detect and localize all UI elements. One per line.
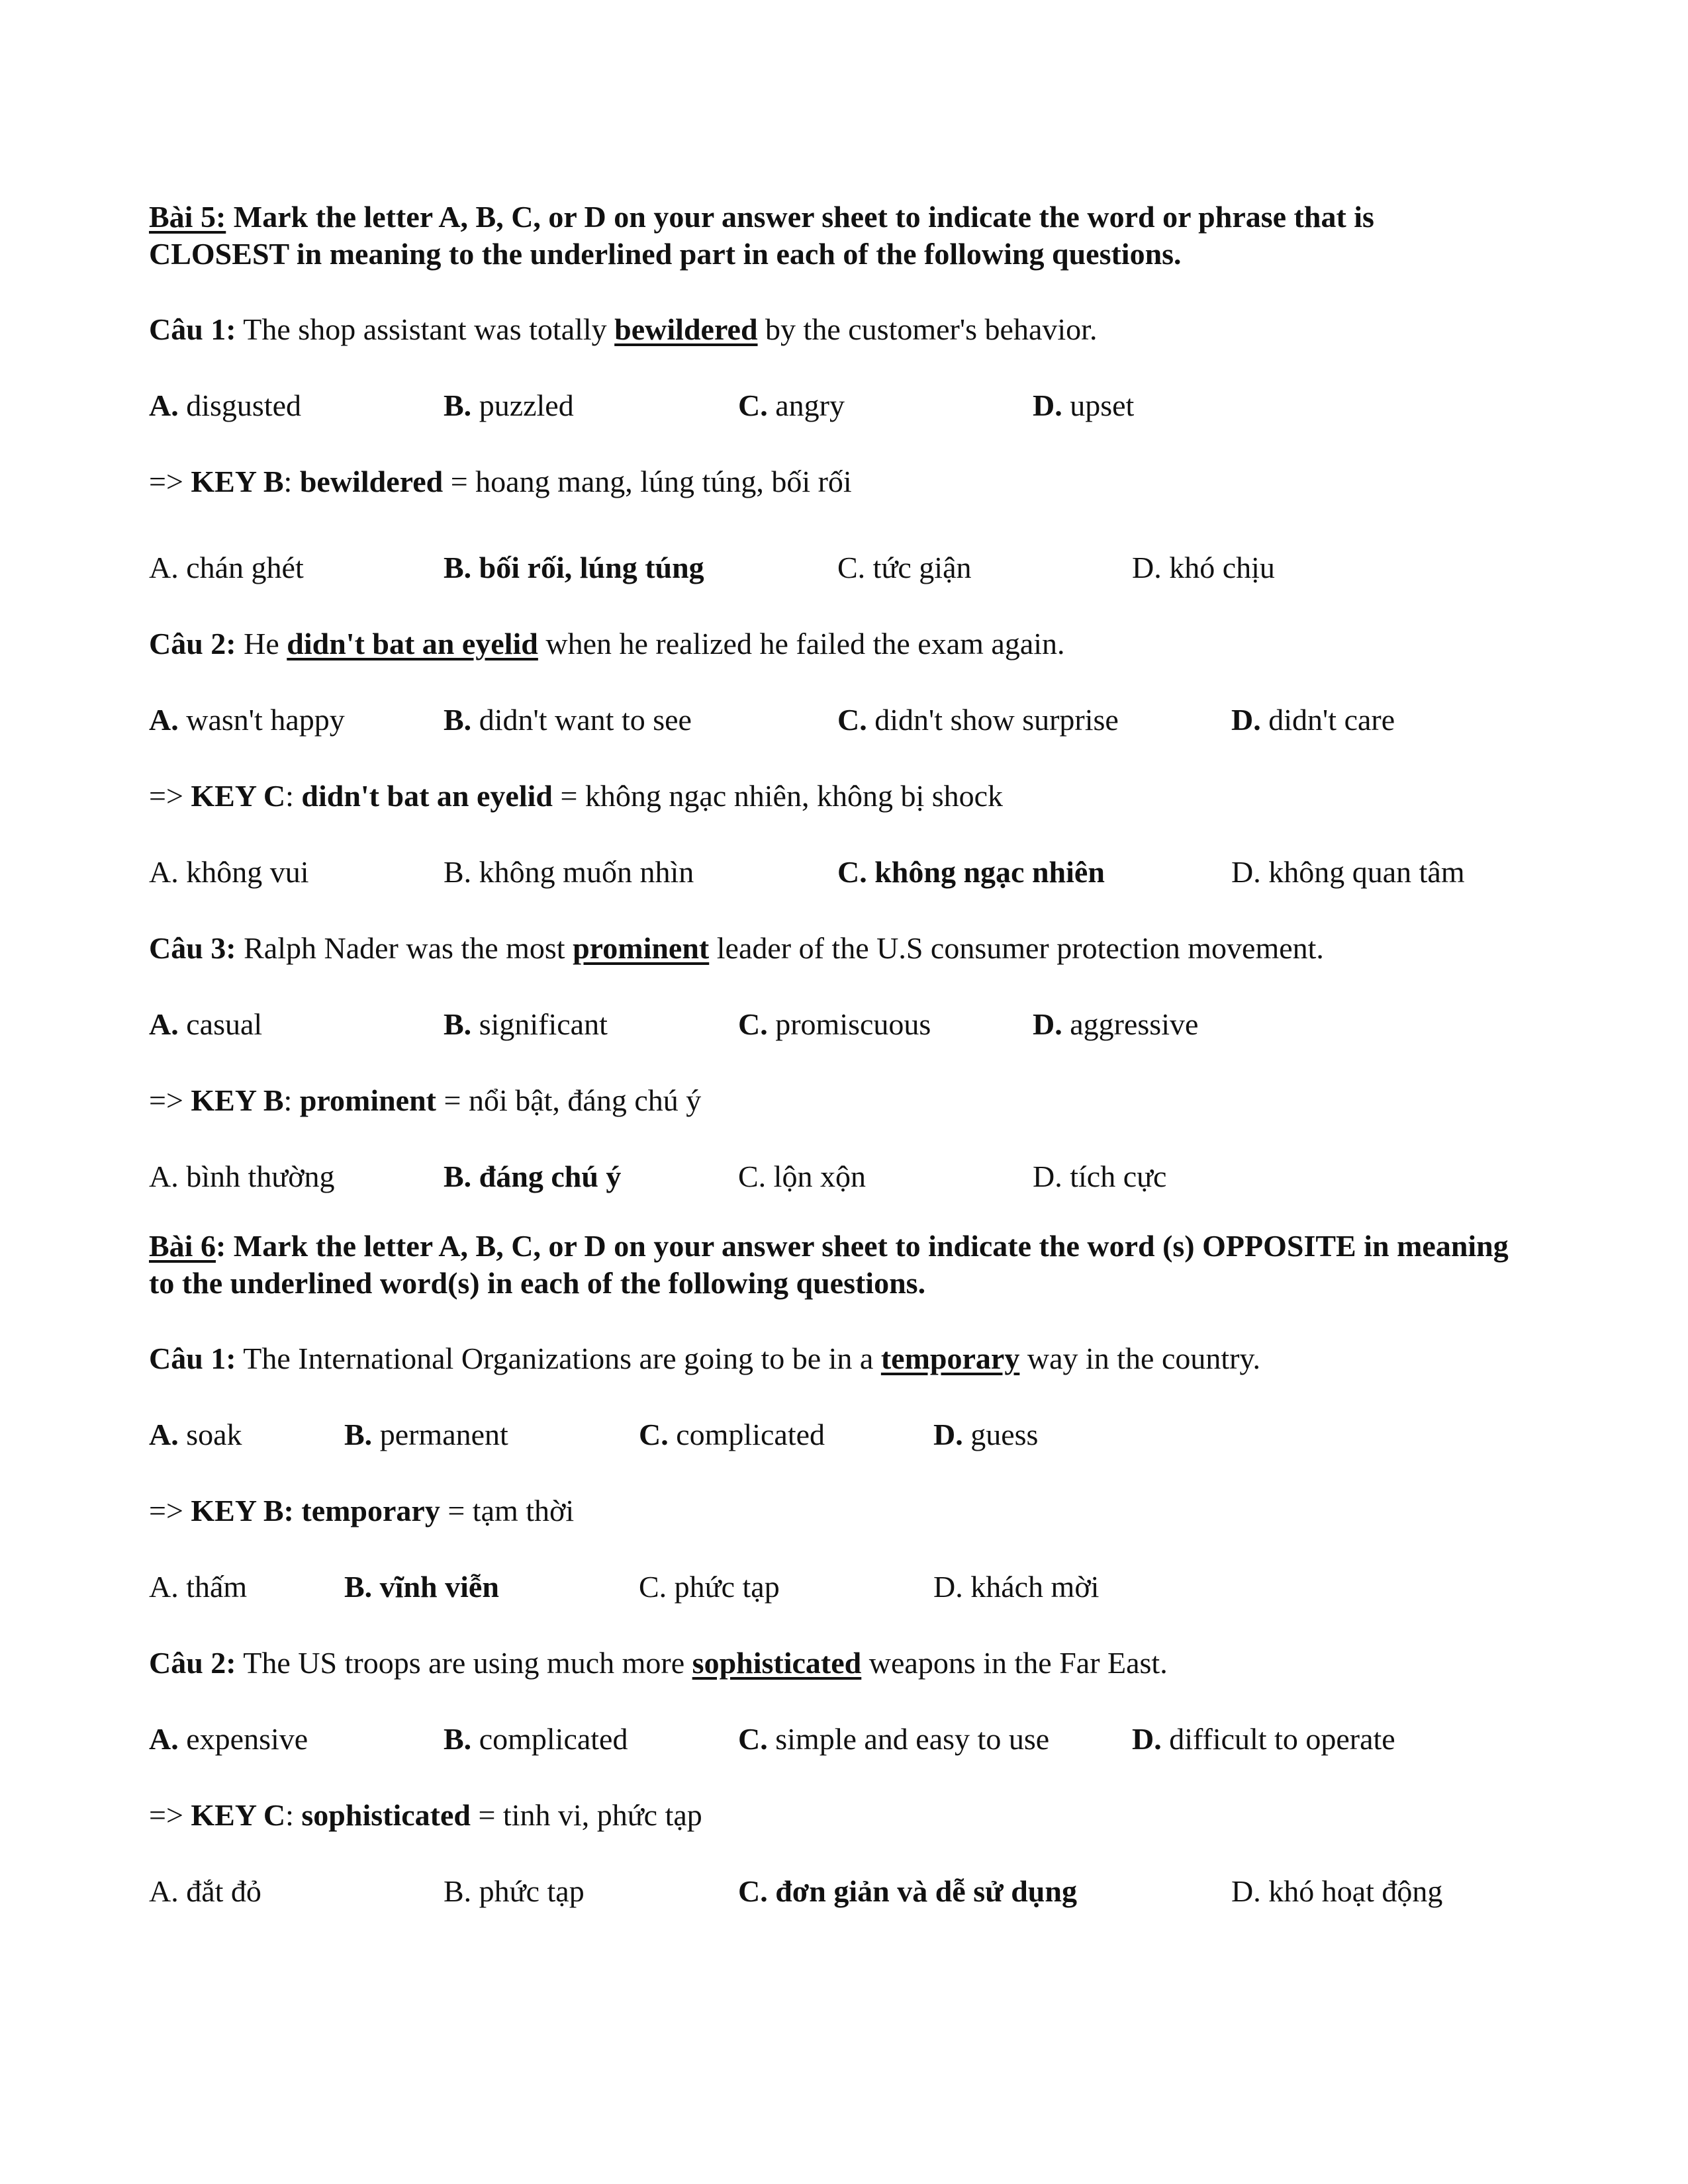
translation-c: C. lộn xộn	[738, 1160, 866, 1193]
translation-c: C. đơn giản và dễ sử dụng	[738, 1874, 1077, 1908]
translation-c: C. phức tạp	[639, 1570, 780, 1604]
option-c: C. promiscuous	[738, 1007, 931, 1041]
translation-a: A. bình thường	[149, 1160, 335, 1193]
translation-a: A. đắt đỏ	[149, 1874, 261, 1908]
translation-d: D. tích cực	[1033, 1160, 1167, 1193]
translation-d: D. khách mời	[933, 1570, 1100, 1604]
options-5-3	[149, 1006, 1539, 1043]
question-6-1: Câu 1: The International Organizations are going to be in a temporary way in the country.	[149, 1342, 1260, 1375]
translation-b: B. vĩnh viễn	[344, 1570, 499, 1604]
section-6-label: Bài 6	[149, 1229, 216, 1263]
question-6-2: Câu 2: The US troops are using much more sophisticated weapons in the Far East.	[149, 1646, 1168, 1680]
section-6-instruction: : Mark the letter A, B, C, or D on your answer sheet to indicate the word (s) OPPOSITE in meaning to the underlined word(s) in each of the following questions.	[149, 1229, 1509, 1300]
option-c: C. angry	[738, 388, 845, 422]
underlined-term: prominent	[573, 931, 710, 965]
option-c: C. didn't show surprise	[837, 703, 1119, 737]
section-5-instruction: Mark the letter A, B, C, or D on your answer sheet to indicate the word or phrase that is CLOSEST in meaning to the underlined part in each of the following questions.	[149, 200, 1374, 271]
options-6-2	[149, 1721, 1539, 1758]
key-label: KEY B	[191, 465, 284, 498]
underlined-term: didn't bat an eyelid	[287, 627, 538, 660]
translation-b: B. không muốn nhìn	[444, 855, 694, 889]
translation-c: C. không ngạc nhiên	[837, 855, 1105, 889]
translation-d: D. không quan tâm	[1231, 855, 1465, 889]
question-5-3: Câu 3: Ralph Nader was the most prominent leader of the U.S consumer protection movement.	[149, 931, 1324, 965]
option-a: A. disgusted	[149, 388, 302, 422]
key-6-1: => KEY B: temporary = tạm thời	[149, 1494, 575, 1527]
option-a: A. soak	[149, 1418, 242, 1451]
option-d: D. upset	[1033, 388, 1135, 422]
key-5-3: => KEY B: prominent = nổi bật, đáng chú ý	[149, 1083, 702, 1117]
question-text-before: The shop assistant was totally	[236, 312, 615, 346]
option-d: D. aggressive	[1033, 1007, 1199, 1041]
option-d: D. didn't care	[1231, 703, 1395, 737]
underlined-term: sophisticated	[692, 1646, 862, 1680]
translations-5-1	[149, 549, 1539, 586]
option-d: D. difficult to operate	[1132, 1722, 1395, 1756]
translations-5-3	[149, 1158, 1539, 1195]
option-b: B. didn't want to see	[444, 703, 692, 737]
section-5-label: Bài 5:	[149, 200, 226, 234]
key-5-1: => KEY B: bewildered = hoang mang, lúng túng, bối rối	[149, 465, 852, 498]
option-a: A. wasn't happy	[149, 703, 345, 737]
translation-c: C. tức giận	[837, 551, 972, 584]
key-term: bewildered	[299, 465, 444, 498]
key-6-2: => KEY C: sophisticated = tinh vi, phức tạp	[149, 1798, 702, 1832]
options-5-2	[149, 702, 1539, 739]
options-6-1	[149, 1416, 1539, 1453]
options-5-1	[149, 387, 1539, 424]
translation-b: B. đáng chú ý	[444, 1160, 622, 1193]
option-d: D. guess	[933, 1418, 1039, 1451]
option-a: A. casual	[149, 1007, 263, 1041]
translation-a: A. chán ghét	[149, 551, 304, 584]
underlined-term: bewildered	[614, 312, 758, 346]
option-c: C. simple and easy to use	[738, 1722, 1050, 1756]
translations-6-2	[149, 1873, 1539, 1910]
option-b: B. complicated	[444, 1722, 628, 1756]
underlined-term: temporary	[880, 1342, 1020, 1375]
key-meaning: = hoang mang, lúng túng, bối rối	[443, 465, 852, 498]
translation-d: D. khó chịu	[1132, 551, 1275, 584]
option-b: B. significant	[444, 1007, 608, 1041]
key-5-2: => KEY C: didn't bat an eyelid = không ngạc nhiên, không bị shock	[149, 779, 1004, 813]
translation-b: B. phức tạp	[444, 1874, 585, 1908]
section-5-heading	[149, 199, 1506, 273]
translation-d: D. khó hoạt động	[1231, 1874, 1443, 1908]
question-label: Câu 1:	[149, 312, 236, 346]
translations-6-1	[149, 1569, 1539, 1606]
translations-5-2	[149, 854, 1539, 891]
question-5-2: Câu 2: He didn't bat an eyelid when he realized he failed the exam again.	[149, 627, 1065, 660]
translation-a: A. thấm	[149, 1570, 248, 1604]
translation-b: B. bối rối, lúng túng	[444, 551, 704, 584]
option-a: A. expensive	[149, 1722, 308, 1756]
translation-a: A. không vui	[149, 855, 309, 889]
option-b: B. permanent	[344, 1418, 508, 1451]
option-b: B. puzzled	[444, 388, 574, 422]
section-6-heading	[149, 1228, 1526, 1302]
option-c: C. complicated	[639, 1418, 825, 1451]
question-text-after: by the customer's behavior.	[757, 312, 1098, 346]
question-5-1	[149, 311, 1097, 348]
